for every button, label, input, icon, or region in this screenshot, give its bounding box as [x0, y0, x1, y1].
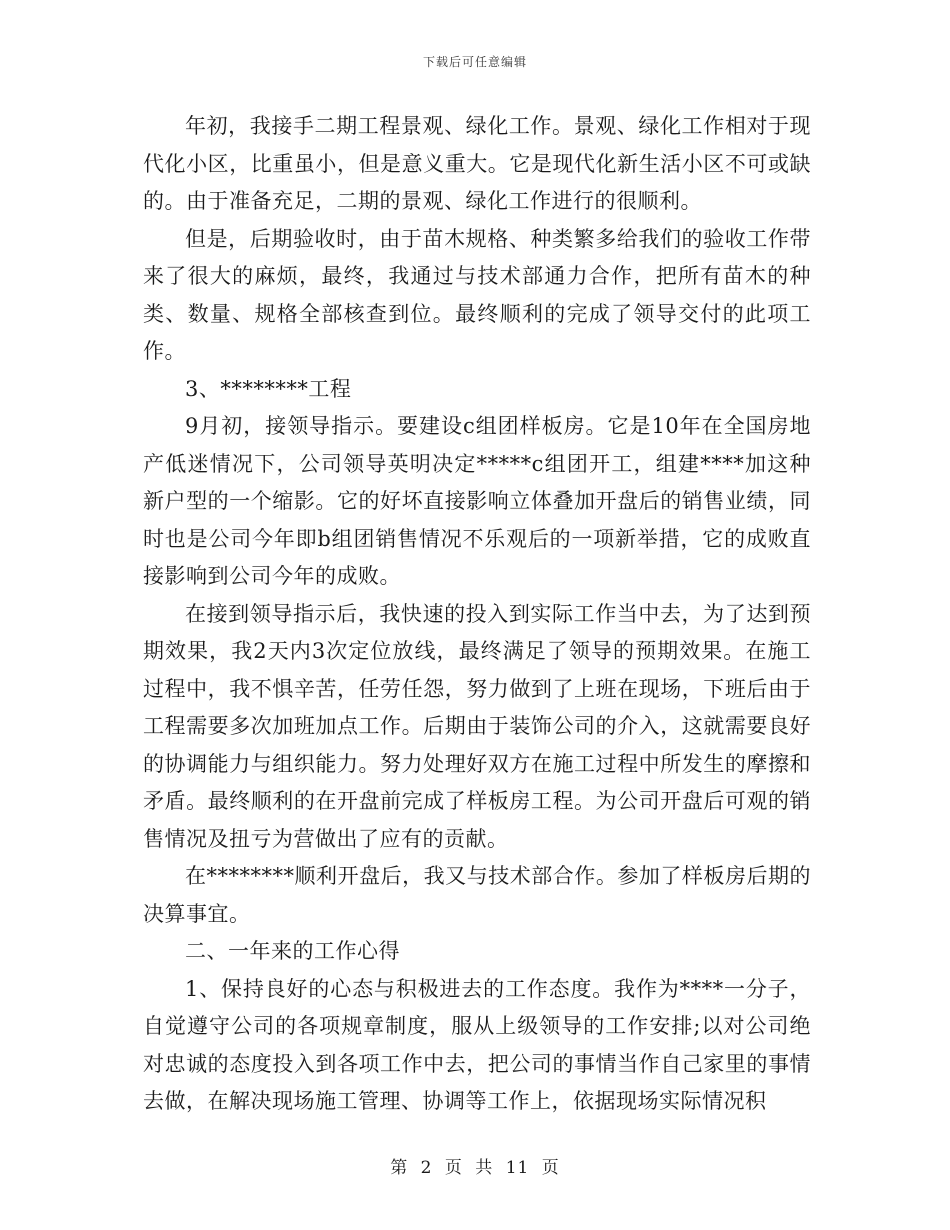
page-footer-page-number: 第 2 页 共 11 页: [390, 1158, 560, 1178]
paragraph-attitude: 1、保持良好的心态与积极进去的工作态度。我作为****一分子，自觉遵守公司的各项规章制度，服从上级领导的工作安排;以对公司绝对忠诚的态度投入到各项工作中去，把公司的事情当作自己家里的事情去做，在解决现场施工管理、协调等工作上，依据现场实际情况积: [143, 976, 811, 1113]
paragraph-landscape-acceptance: 但是，后期验收时，由于苗木规格、种类繁多给我们的验收工作带来了很大的麻烦，最终，我通过与技术部通力合作，把所有苗木的种类、数量、规格全部核查到位。最终顺利的完成了领导交付的此项工作。: [143, 226, 811, 363]
document-body: [143, 108, 811, 1121]
paragraph-landscape-intro: 年初，我接手二期工程景观、绿化工作。景观、绿化工作相对于现代化小区，比重虽小，但是意义重大。它是现代化新生活小区不可或缺的。由于准备充足，二期的景观、绿化工作进行的很顺利。: [143, 114, 811, 213]
section-heading-project-3: 3、********工程: [185, 376, 352, 401]
paragraph-sample-house-intro: 9月初，接领导指示。要建设c组团样板房。它是10年在全国房地产低迷情况下，公司领导英明决定*****c组团开工，组建****加这种新户型的一个缩影。它的好坏直接影响立体叠加开盘后的销售业绩，同时也是公司今年即b组团销售情况不乐观后的一项新举措，它的成败直接影响到公司今年的成败。: [143, 414, 811, 588]
section-heading-experience: 二、一年来的工作心得: [185, 939, 400, 963]
paragraph-sample-house-work: 在接到领导指示后，我快速的投入到实际工作当中去，为了达到预期效果，我2天内3次定位放线，最终满足了领导的预期效果。在施工过程中，我不惧辛苦，任劳任怨，努力做到了上班在现场，下班后由于工程需要多次加班加点工作。后期由于装饰公司的介入，这就需要良好的协调能力与组织能力。努力处理好双方在施工过程中所发生的摩擦和矛盾。最终顺利的在开盘前完成了样板房工程。为公司开盘后可观的销售情况及扭亏为营做出了应有的贡献。: [143, 601, 811, 851]
page-header: 下载后可任意编辑: [422, 55, 527, 69]
paragraph-settlement: 在********顺利开盘后，我又与技术部合作。参加了样板房后期的决算事宜。: [143, 864, 811, 926]
